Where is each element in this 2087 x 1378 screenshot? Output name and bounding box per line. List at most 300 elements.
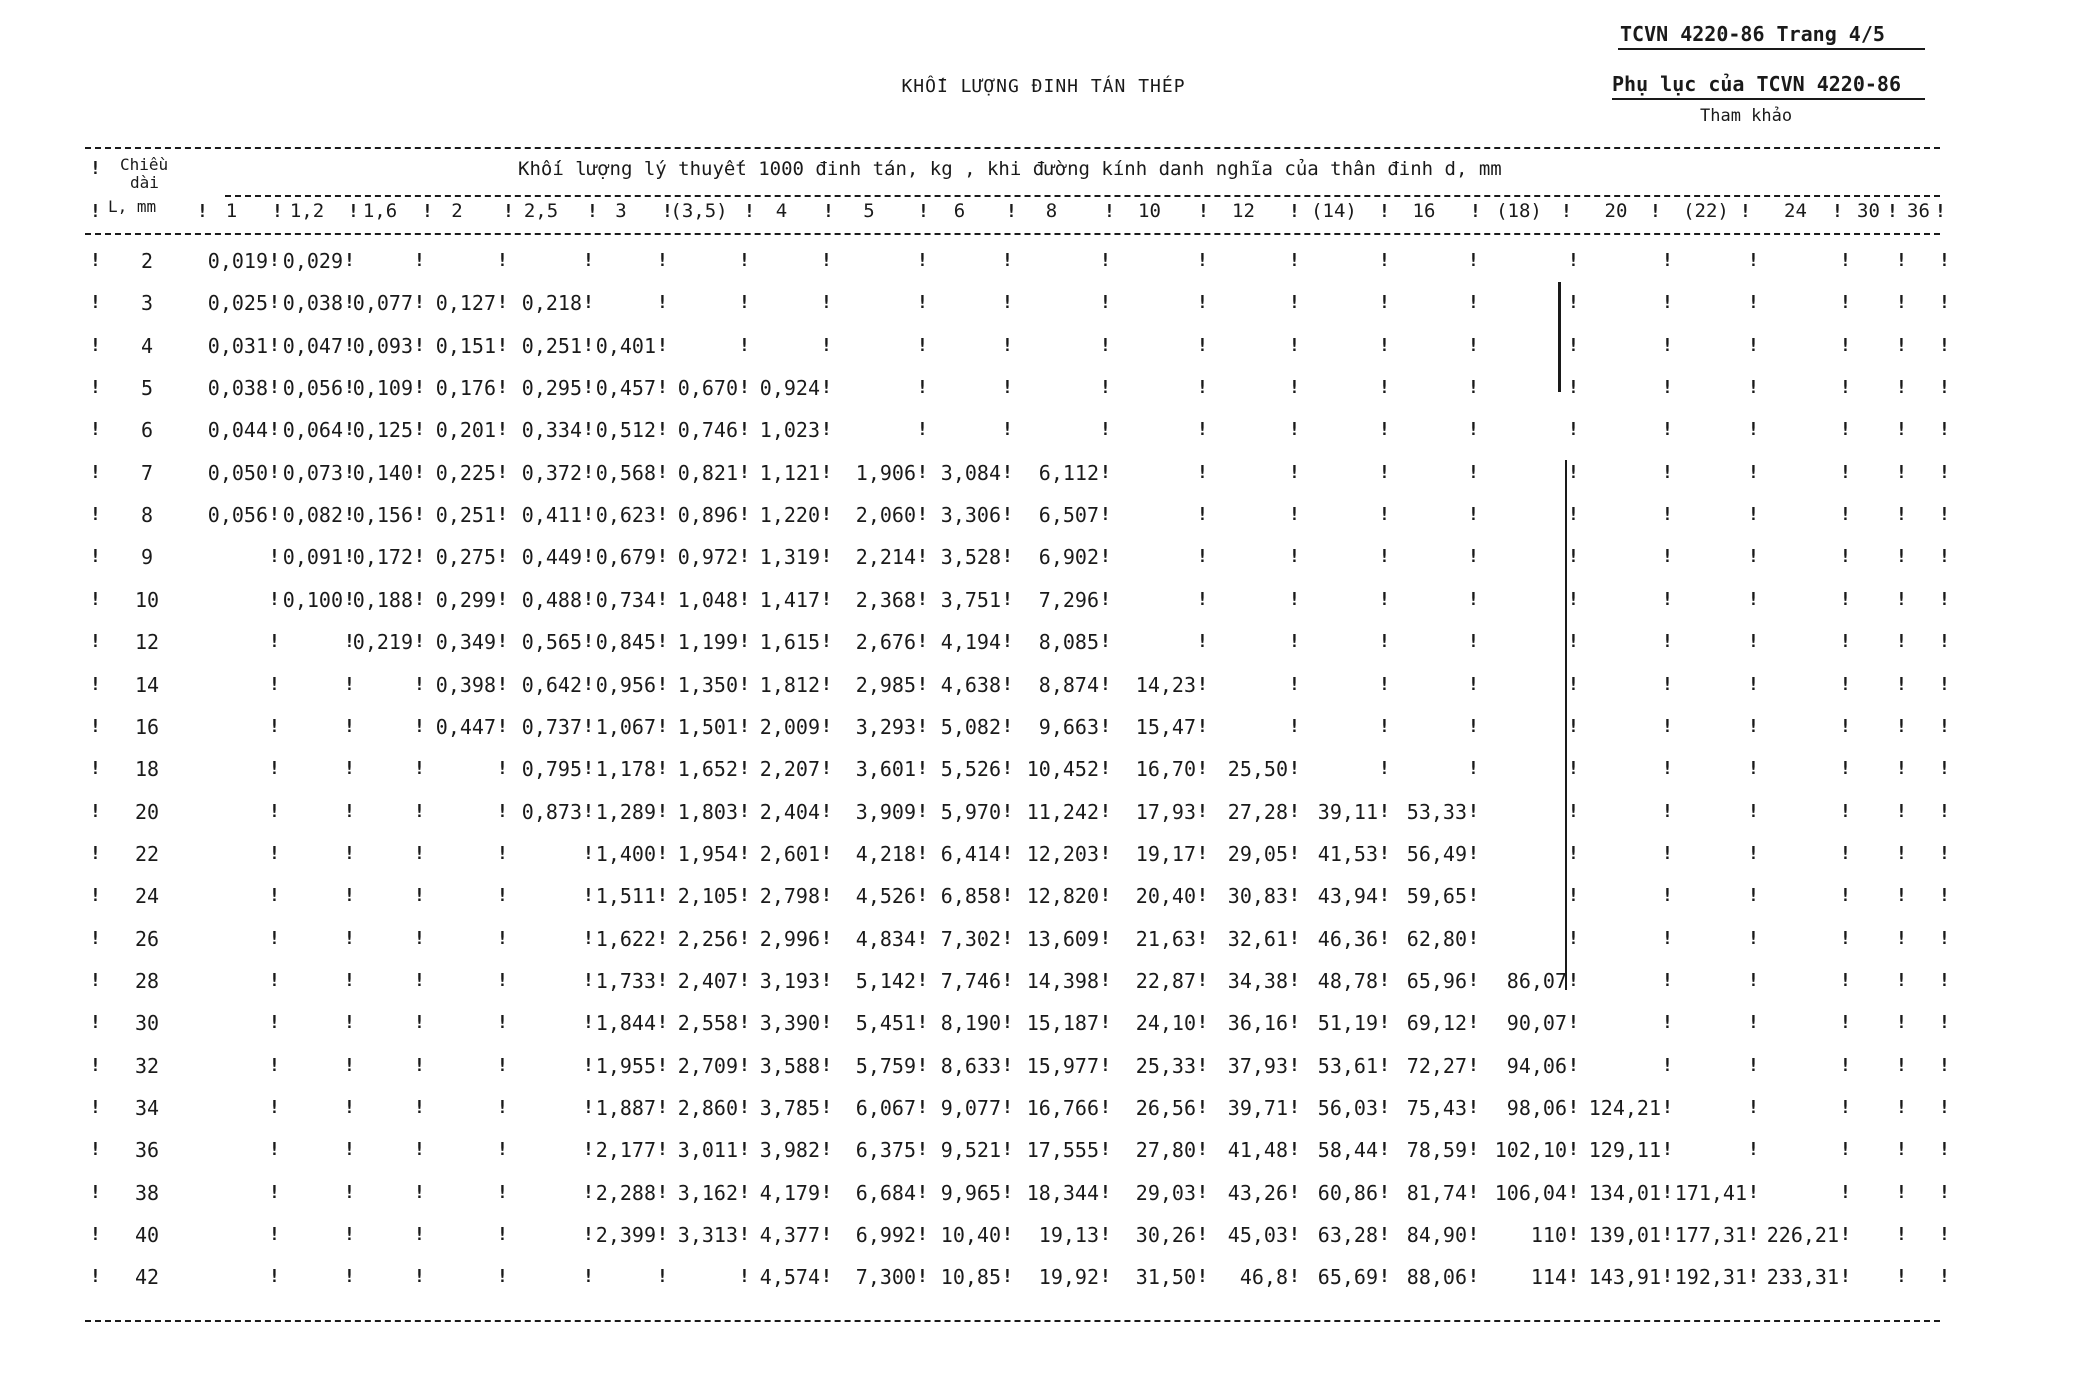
weight-cell: 3,011 [677, 1138, 738, 1163]
weight-cell: 0,734 [595, 587, 656, 612]
column-tick: ! [1939, 673, 1950, 695]
column-tick: ! [1896, 1097, 1907, 1118]
column-tick: ! [1379, 419, 1390, 441]
row-tick: ! [90, 715, 101, 737]
column-tick: ! [657, 292, 668, 314]
weight-cell: 5,142 [855, 968, 916, 993]
column-tick: ! [657, 1181, 668, 1203]
column-tick: ! [414, 419, 425, 441]
column-tick: ! [1002, 1054, 1013, 1076]
weight-cell: 0,176 [435, 376, 496, 401]
weight-cell: 60,86 [1317, 1180, 1378, 1205]
weight-cell: 0,401 [595, 333, 656, 358]
column-tick: ! [414, 1266, 425, 1288]
weight-cell: 0,334 [521, 418, 582, 443]
weight-cell: 14,23 [1135, 672, 1196, 697]
weight-cell: 1,289 [595, 799, 656, 824]
length-header-line: dài [130, 173, 159, 192]
weight-cell: 6,858 [940, 884, 1001, 909]
weight-span-header: Khối lượng lý thuyết 1000 đinh tán, kg , khi đường kính danh nghĩa của thân đinh d, mm [518, 158, 1502, 180]
page-title: KHỐI LƯỢNG ĐINH TÁN THÉP [901, 76, 1186, 97]
weight-cell: 62,80 [1406, 926, 1467, 951]
column-tick: ! [497, 292, 508, 314]
column-tick: ! [1289, 504, 1300, 526]
weight-cell: 1,803 [677, 799, 738, 824]
weight-cell: 3,909 [855, 799, 916, 824]
weight-cell: 72,27 [1406, 1053, 1467, 1078]
column-tick: ! [739, 1012, 750, 1034]
column-tick: ! [1840, 546, 1851, 568]
column-tick: ! [917, 1224, 928, 1246]
weight-cell: 78,59 [1406, 1138, 1467, 1163]
column-tick: ! [1289, 842, 1300, 864]
column-tick: ! [1939, 1181, 1950, 1203]
column-tick: ! [1100, 1224, 1111, 1246]
column-tick: ! [497, 1054, 508, 1076]
column-tick: ! [917, 419, 928, 441]
column-tick: ! [1840, 842, 1851, 864]
weight-cell: 0,056 [282, 376, 343, 401]
column-tick: ! [1100, 504, 1111, 526]
column-tick: ! [917, 250, 928, 271]
column-tick: ! [414, 1139, 425, 1161]
column-tick: ! [1568, 292, 1579, 314]
column-tick: ! [344, 885, 355, 907]
length-cell: 14 [134, 672, 160, 697]
column-tick: ! [657, 377, 668, 399]
column-tick: ! [1197, 885, 1208, 907]
column-tick: ! [1568, 758, 1579, 780]
column-tick: ! [1662, 504, 1673, 526]
column-tick: ! [1662, 1224, 1673, 1246]
weight-cell: 102,10 [1494, 1138, 1567, 1163]
column-tick: ! [1748, 800, 1759, 822]
column-tick: ! [1197, 758, 1208, 780]
column-tick: ! [1289, 927, 1300, 949]
weight-cell: 1,622 [595, 926, 656, 951]
column-tick: ! [1100, 461, 1111, 483]
column-tick: ! [1100, 292, 1111, 314]
row-tick: ! [90, 1012, 101, 1034]
column-tick: ! [269, 546, 280, 568]
diameter-header: 4 [775, 200, 788, 222]
weight-cell: 0,091 [282, 545, 343, 570]
column-tick: ! [918, 201, 929, 222]
weight-cell: 4,377 [759, 1223, 820, 1248]
column-tick: ! [1468, 800, 1479, 822]
column-tick: ! [1100, 927, 1111, 949]
column-tick: ! [1939, 1139, 1950, 1161]
column-tick: ! [1002, 631, 1013, 653]
column-tick: ! [1748, 969, 1759, 991]
column-tick: ! [269, 927, 280, 949]
weight-cell: 0,670 [677, 376, 738, 401]
column-tick: ! [414, 842, 425, 864]
diameter-header: (22) [1683, 200, 1729, 222]
column-tick: ! [1568, 546, 1579, 568]
column-tick: ! [1896, 715, 1907, 737]
column-tick: ! [583, 969, 594, 991]
weight-cell: 94,06 [1506, 1053, 1567, 1078]
column-tick: ! [1289, 969, 1300, 991]
weight-cell: 0,275 [435, 545, 496, 570]
column-tick: ! [917, 292, 928, 314]
column-tick: ! [1002, 1139, 1013, 1161]
column-tick: ! [657, 800, 668, 822]
column-tick: ! [1289, 1097, 1300, 1118]
weight-cell: 48,78 [1317, 968, 1378, 993]
weight-cell: 0,050 [207, 460, 268, 485]
column-tick: ! [497, 334, 508, 356]
column-tick: ! [583, 1224, 594, 1246]
weight-cell: 6,375 [855, 1138, 916, 1163]
weight-cell: 2,177 [595, 1138, 656, 1163]
column-tick: ! [1468, 1012, 1479, 1034]
weight-cell: 7,302 [940, 926, 1001, 951]
column-tick: ! [197, 201, 208, 222]
column-divider [1565, 460, 1567, 990]
weight-cell: 233,31 [1766, 1265, 1839, 1290]
weight-cell: 2,407 [677, 968, 738, 993]
column-tick: ! [657, 588, 668, 610]
column-tick: ! [344, 1139, 355, 1161]
column-tick: ! [657, 885, 668, 907]
column-tick: ! [1840, 419, 1851, 441]
weight-cell: 1,023 [759, 418, 820, 443]
column-tick: ! [1840, 1097, 1851, 1118]
weight-cell: 32,61 [1227, 926, 1288, 951]
column-tick: ! [1939, 377, 1950, 399]
weight-cell: 2,676 [855, 630, 916, 655]
column-tick: ! [821, 1224, 832, 1246]
weight-cell: 4,179 [759, 1180, 820, 1205]
column-tick: ! [1662, 1054, 1673, 1076]
column-tick: ! [1840, 969, 1851, 991]
column-tick: ! [821, 1097, 832, 1118]
column-tick: ! [269, 800, 280, 822]
column-tick: ! [1100, 673, 1111, 695]
column-tick: ! [497, 1097, 508, 1118]
column-tick: ! [583, 504, 594, 526]
weight-cell: 2,399 [595, 1223, 656, 1248]
weight-cell: 2,798 [759, 884, 820, 909]
weight-cell: 2,601 [759, 841, 820, 866]
column-tick: ! [1100, 250, 1111, 271]
row-tick: ! [90, 504, 101, 526]
diameter-header: 1,6 [362, 200, 398, 222]
column-tick: ! [1197, 715, 1208, 737]
column-tick: ! [1197, 334, 1208, 356]
column-tick: ! [1896, 1224, 1907, 1246]
diameter-header: (18) [1496, 200, 1542, 222]
weight-cell: 10,40 [940, 1223, 1001, 1248]
row-tick: ! [90, 800, 101, 822]
column-tick: ! [1289, 1012, 1300, 1034]
weight-cell: 10,85 [940, 1265, 1001, 1290]
column-tick: ! [1748, 885, 1759, 907]
column-tick: ! [1100, 800, 1111, 822]
column-tick: ! [1379, 201, 1390, 222]
column-tick: ! [821, 250, 832, 271]
column-tick: ! [1379, 1139, 1390, 1161]
weight-cell: 25,33 [1135, 1053, 1196, 1078]
column-tick: ! [1379, 250, 1390, 271]
column-tick: ! [269, 715, 280, 737]
length-cell: 16 [134, 714, 160, 739]
length-cell: 38 [134, 1180, 160, 1205]
column-tick: ! [821, 758, 832, 780]
column-tick: ! [823, 201, 834, 222]
column-tick: ! [1939, 800, 1950, 822]
weight-cell: 3,588 [759, 1053, 820, 1078]
column-tick: ! [739, 842, 750, 864]
weight-cell: 0,125 [352, 418, 413, 443]
column-tick: ! [1896, 885, 1907, 907]
weight-cell: 8,085 [1038, 630, 1099, 655]
column-tick: ! [90, 201, 101, 222]
weight-cell: 21,63 [1135, 926, 1196, 951]
weight-cell: 16,70 [1135, 757, 1196, 782]
column-tick: ! [1896, 419, 1907, 441]
column-tick: ! [739, 927, 750, 949]
row-tick: ! [90, 546, 101, 568]
column-tick: ! [497, 715, 508, 737]
weight-cell: 58,44 [1317, 1138, 1378, 1163]
column-tick: ! [1939, 546, 1950, 568]
row-tick: ! [90, 1139, 101, 1161]
column-tick: ! [1662, 673, 1673, 695]
column-tick: ! [1289, 1139, 1300, 1161]
weight-cell: 4,638 [940, 672, 1001, 697]
weight-cell: 0,225 [435, 460, 496, 485]
weight-cell: 8,874 [1038, 672, 1099, 697]
column-tick: ! [1468, 334, 1479, 356]
weight-cell: 18,344 [1026, 1180, 1099, 1205]
column-tick: ! [739, 1054, 750, 1076]
column-tick: ! [657, 334, 668, 356]
column-tick: ! [739, 334, 750, 356]
column-tick: ! [344, 461, 355, 483]
column-tick: ! [583, 1054, 594, 1076]
column-tick: ! [1470, 201, 1481, 222]
weight-cell: 25,50 [1227, 757, 1288, 782]
column-tick: ! [414, 758, 425, 780]
column-tick: ! [1939, 334, 1950, 356]
column-tick: ! [744, 201, 755, 222]
column-tick: ! [414, 885, 425, 907]
column-tick: ! [821, 504, 832, 526]
weight-cell: 0,956 [595, 672, 656, 697]
column-tick: ! [344, 969, 355, 991]
column-tick: ! [1468, 588, 1479, 610]
standard-ref-underline [1618, 48, 1925, 50]
column-tick: ! [1568, 885, 1579, 907]
column-tick: ! [1896, 461, 1907, 483]
length-cell: 3 [140, 291, 154, 316]
column-tick: ! [269, 969, 280, 991]
weight-cell: 114 [1530, 1265, 1567, 1290]
column-tick: ! [1002, 758, 1013, 780]
weight-cell: 98,06 [1506, 1096, 1567, 1120]
column-tick: ! [1002, 334, 1013, 356]
row-tick: ! [90, 250, 101, 271]
weight-cell: 134,01 [1588, 1180, 1661, 1205]
row-tick: ! [90, 673, 101, 695]
column-tick: ! [497, 588, 508, 610]
column-tick: ! [1197, 546, 1208, 568]
weight-cell: 0,449 [521, 545, 582, 570]
weight-cell: 53,61 [1317, 1053, 1378, 1078]
column-tick: ! [1840, 673, 1851, 695]
column-tick: ! [1939, 250, 1950, 271]
column-tick: ! [917, 1266, 928, 1288]
column-tick: ! [1468, 1139, 1479, 1161]
column-tick: ! [1468, 1181, 1479, 1203]
weight-cell: 192,31 [1674, 1265, 1747, 1290]
column-tick: ! [1748, 504, 1759, 526]
weight-cell: 8,633 [940, 1053, 1001, 1078]
column-tick: ! [821, 969, 832, 991]
weight-cell: 0,218 [521, 291, 582, 316]
column-tick: ! [1100, 758, 1111, 780]
weight-cell: 19,13 [1038, 1223, 1099, 1248]
column-tick: ! [1379, 1224, 1390, 1246]
column-tick: ! [1379, 1266, 1390, 1288]
column-tick: ! [583, 631, 594, 653]
column-tick: ! [1662, 758, 1673, 780]
weight-cell: 29,03 [1135, 1180, 1196, 1205]
column-tick: ! [1896, 842, 1907, 864]
weight-cell: 56,03 [1317, 1096, 1378, 1120]
diameter-header: (14) [1311, 200, 1357, 222]
diameter-header: 3 [615, 200, 627, 222]
column-tick: ! [917, 504, 928, 526]
weight-cell: 3,306 [940, 503, 1001, 528]
column-tick: ! [1468, 885, 1479, 907]
column-tick: ! [657, 969, 668, 991]
column-tick: ! [344, 715, 355, 737]
weight-cell: 1,511 [595, 884, 656, 909]
column-tick: ! [1468, 504, 1479, 526]
weight-cell: 3,193 [759, 968, 820, 993]
column-tick: ! [821, 461, 832, 483]
column-tick: ! [1100, 842, 1111, 864]
weight-cell: 20,40 [1135, 884, 1196, 909]
column-tick: ! [1896, 250, 1907, 271]
weight-cell: 46,36 [1317, 926, 1378, 951]
column-tick: ! [414, 715, 425, 737]
column-tick: ! [1468, 377, 1479, 399]
row-tick: ! [90, 1181, 101, 1203]
diameter-header: 8 [1045, 200, 1058, 222]
column-tick: ! [1748, 1139, 1759, 1161]
length-cell: 42 [134, 1265, 160, 1290]
column-tick: ! [1197, 250, 1208, 271]
weight-cell: 0,140 [352, 460, 413, 485]
column-tick: ! [1662, 588, 1673, 610]
weight-cell: 0,372 [521, 460, 582, 485]
column-tick: ! [657, 250, 668, 271]
weight-cell: 2,207 [759, 757, 820, 782]
column-tick: ! [821, 292, 832, 314]
weight-cell: 0,156 [352, 503, 413, 528]
length-cell: 9 [140, 545, 154, 570]
row-tick: ! [90, 842, 101, 864]
column-tick: ! [344, 292, 355, 314]
column-tick: ! [739, 1224, 750, 1246]
column-tick: ! [657, 504, 668, 526]
column-tick: ! [1939, 1012, 1950, 1034]
weight-cell: 0,219 [352, 630, 413, 655]
weight-cell: 1,417 [759, 587, 820, 612]
weight-cell: 36,16 [1227, 1011, 1288, 1036]
weight-cell: 51,19 [1317, 1011, 1378, 1036]
column-tick: ! [1748, 292, 1759, 314]
length-cell: 36 [134, 1138, 160, 1163]
column-tick: ! [1939, 927, 1950, 949]
column-tick: ! [344, 673, 355, 695]
column-tick: ! [917, 1097, 928, 1118]
weight-cell: 0,019 [207, 249, 268, 273]
diameter-header: 24 [1784, 200, 1807, 222]
weight-cell: 1,350 [677, 672, 738, 697]
length-cell: 32 [134, 1053, 160, 1078]
column-tick: ! [1468, 546, 1479, 568]
column-tick: ! [1379, 546, 1390, 568]
column-tick: ! [821, 1054, 832, 1076]
column-tick: ! [1104, 201, 1115, 222]
column-tick: ! [1002, 1224, 1013, 1246]
weight-cell: 0,623 [595, 503, 656, 528]
column-tick: ! [497, 673, 508, 695]
weight-cell: 63,28 [1317, 1223, 1378, 1248]
weight-cell: 86,07 [1506, 968, 1567, 993]
column-tick: ! [1748, 1054, 1759, 1076]
weight-cell: 2,256 [677, 926, 738, 951]
diameter-header: 2,5 [523, 200, 559, 222]
weight-cell: 6,992 [855, 1223, 916, 1248]
column-tick: ! [1748, 419, 1759, 441]
column-tick: ! [269, 1224, 280, 1246]
column-tick: ! [583, 546, 594, 568]
column-tick: ! [1002, 800, 1013, 822]
column-tick: ! [1197, 1266, 1208, 1288]
column-tick: ! [1002, 715, 1013, 737]
column-tick: ! [1289, 631, 1300, 653]
column-tick: ! [1468, 1054, 1479, 1076]
column-tick: ! [1896, 377, 1907, 399]
column-tick: ! [269, 631, 280, 653]
column-tick: ! [1379, 334, 1390, 356]
column-tick: ! [1748, 715, 1759, 737]
column-tick: ! [1939, 631, 1950, 653]
column-tick: ! [1197, 292, 1208, 314]
column-tick: ! [503, 201, 514, 222]
column-tick: ! [1568, 588, 1579, 610]
column-tick: ! [1662, 292, 1673, 314]
column-tick: ! [344, 1097, 355, 1118]
column-tick: ! [1289, 715, 1300, 737]
weight-cell: 0,679 [595, 545, 656, 570]
column-tick: ! [657, 1266, 668, 1288]
column-tick: ! [1896, 292, 1907, 314]
length-cell: 24 [134, 884, 160, 909]
column-tick: ! [1840, 1012, 1851, 1034]
weight-cell: 0,295 [521, 376, 582, 401]
column-tick: ! [1289, 334, 1300, 356]
column-tick: ! [1379, 292, 1390, 314]
column-tick: ! [1896, 673, 1907, 695]
